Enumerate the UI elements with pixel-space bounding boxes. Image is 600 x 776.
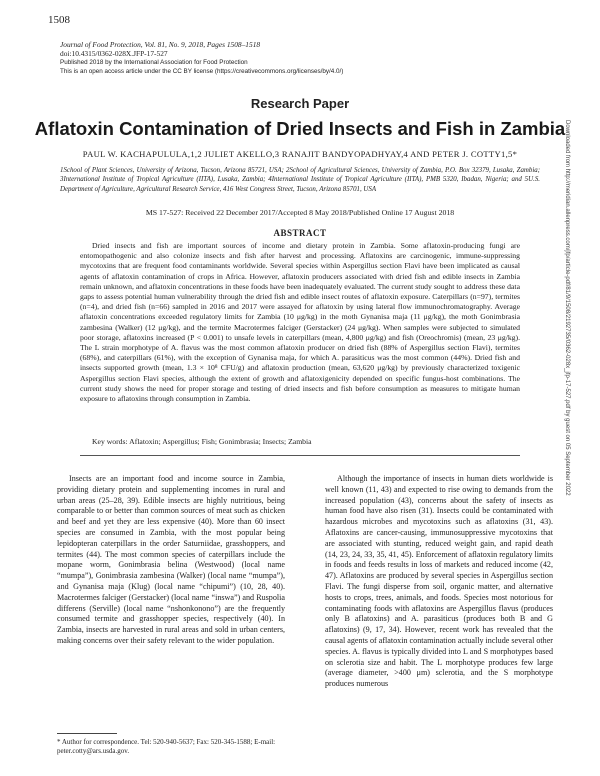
license-line: This is an open access article under the CC BY license (https://creativecommons.org/licenses/by/4.0/) [60,68,344,75]
doi[interactable]: doi:10.4315/0362-028X.JFP-17-527 [60,49,168,58]
download-watermark: Downloaded from http://meridian.allenpress.com/jfp/article-pdf/81/9/1508/2192735/0362-028x_jfp-17-527.pdf by guest on 05 September 2022 [564,120,570,496]
abstract-heading: ABSTRACT [273,228,327,238]
section-divider [80,455,520,456]
footnote-rule [57,733,117,734]
keywords: Key words: Aflatoxin; Aspergillus; Fish; Gonimbrasia; Insects; Zambia [92,437,312,446]
correspondence-footnote: * Author for correspondence. Tel: 520-940-5637; Fax: 520-345-1588; E-mail: peter.cotty@ars.usda.gov. [57,738,276,755]
abstract-text: Dried insects and fish are important sources of income and dietary protein in Zambia. Some aflatoxin-producing fungi are entomopathogenic and also colonize insects and fish after harvest and processing. Aflatoxins are carcinogenic, immune-suppressing mycotoxins that are frequent food contaminants worldwide. Several species within Aspergillus section Flavi have been implicated as causal agents of aflatoxin contamination of crops in Africa. However, aflatoxin producers associated with dried fish and edible insects in Zambia remain unknown, and aflatoxin concentrations in these foods have been inadequately evaluated. The current study sought to address these data gaps to assess potential human vulnerability through the dried fish and edible insect routes of aflatoxin exposure. Caterpillars (n=97), termites (n=4), and dried fish (n=66) sampled in 2016 and 2017 were assayed for aflatoxin by using lateral flow immunochromatography. Average aflatoxin concentrations exceeded regulatory limits for Zambia (10 μg/kg) in the moth Gynanisa maja (11 μg/kg), the moth Gonimbrasia zambesina (Walker) (12 μg/kg), and the termite Macrotermes falciger (Gerstacker) (24 μg/kg). When samples were subjected to simulated poor storage, aflatoxins increased (P < 0.001) to unsafe levels in caterpillars (mean, 4,800 μg/kg) and fish (Oreochromis) (mean, 23 μg/kg). The L strain morphotype of A. flavus was the most common aflatoxin producer on dried fish (88% of Aspergillus section Flavi), termites (68%), and caterpillars (61%), with the exception of Gynanisa maja, for which A. parasiticus was the most common (44%). Dried fish and insects supported growth (mean, 1.3 × 10⁸ CFU/g) and aflatoxin production (mean, 63,620 μg/kg) by previously characterized toxigenic Aspergillus section Flavi species, although the extent of growth and aflatoxigenicity depended on specific fungus-host combinations. The current study shows the need for proper storage and testing of dried insects and fish before consumption as measures to mitigate human exposure to aflatoxins through consumption in Zambia. [80,241,520,404]
body-left-column [57,474,285,647]
intro-paragraph: Insects are an important food and income source in Zambia, providing dietary protein and supplementing incomes in rural and urban areas (25–28, 39). Edible insects are highly nutritious, being comparable to or better than common sources of meat such as chicken and beef and yet they are less expensive (40). More than 60 insect species are consumed in Zambia, with the most popular being lepidopteran caterpillars in the order Saturniidae, grasshoppers, and termites (44). The most common species of caterpillars include the mopane worm, Gonimbrasia belina (Westwood) (local name “mumpa”), Gonimbrasia zambesina (Walker) (local name “mumpa”), and Gynanisa maja (Klug) (local name “chipumi”) (10, 28, 40). Macrotermes falciger (Gerstacker) (local name “inswa”) and Ruspolia differens (Serville) (local name “nshonkonono”) are the frequently consumed termite and grasshopper species, respectively (40). In Zambia, insects are harvested in rural areas and sold in urban centers, making concerns over their safety relevant to the wider population. [57,474,285,645]
publisher-line: Published 2018 by the International Association for Food Protection [60,59,248,66]
author-list: PAUL W. KACHAPULULA,1,2 JULIET AKELLO,3 RANAJIT BANDYOPADHYAY,4 AND PETER J. COTTY1,5* [82,149,518,159]
article-title: Aflatoxin Contamination of Dried Insects and Fish in Zambia [34,118,566,139]
affiliations: 1School of Plant Sciences, University of Arizona, Tucson, Arizona 85721, USA; 2School of Agricultural Sciences, University of Zambia, P.O. Box 32379, Lusaka, Zambia; 3International Institute of Tropical Agriculture (IITA), Lusaka, Zambia; 4International Institute of Tropical Agriculture (IITA), PMB 5320, Ibadan, Nigeria; and 5U.S. Department of Agriculture, Agricultural Research Service, 416 West Congress Street, Tucson, Arizona 85701, USA [60,167,540,193]
manuscript-dates: MS 17-527: Received 22 December 2017/Accepted 8 May 2018/Published Online 17 August 2018 [145,208,455,217]
journal-citation: Journal of Food Protection, Vol. 81, No. 9, 2018, Pages 1508–1518 [60,40,261,49]
body-right-column [325,474,553,690]
page-number: 1508 [48,14,70,26]
article-type: Research Paper [250,96,350,111]
journal-header [60,40,520,76]
body-paragraph: Although the importance of insects in human diets worldwide is well known (11, 43) and expected to rise owing to demands from the increased population (43), concerns about the safety of insects as human food have also risen (31). Insects could be contaminated with hazardous microbes and mycotoxins such as aflatoxins (31, 43). Aflatoxins are cancer-causing, immunosuppressive mycotoxins that are associated with stunting, reduced weight gain, and rapid death (14, 23, 24, 33, 35, 41, 45). Enforcement of aflatoxin regulatory limits in foods and feeds results in loss of markets and reduced income (42, 47). Aflatoxins are produced by several species in Aspergillus section Flavi. The fungi disperse from soil, organic matter, and alternative hosts to crops, trees, animals, and foods. Species most notorious for contaminating foods with aflatoxins are Aspergillus flavus (produces only B aflatoxins) and A. parasiticus (produces both B and G aflatoxins) (9, 17, 34). However, recent work has revealed that the causal agents of aflatoxin contamination actually include several other species. A. flavus is typically divided into L and S morphotypes based on sclerotia size and habit. The L morphotype produces few large (average diameter, >400 μm) sclerotia, and the S morphotype produces numerous [325,474,553,689]
